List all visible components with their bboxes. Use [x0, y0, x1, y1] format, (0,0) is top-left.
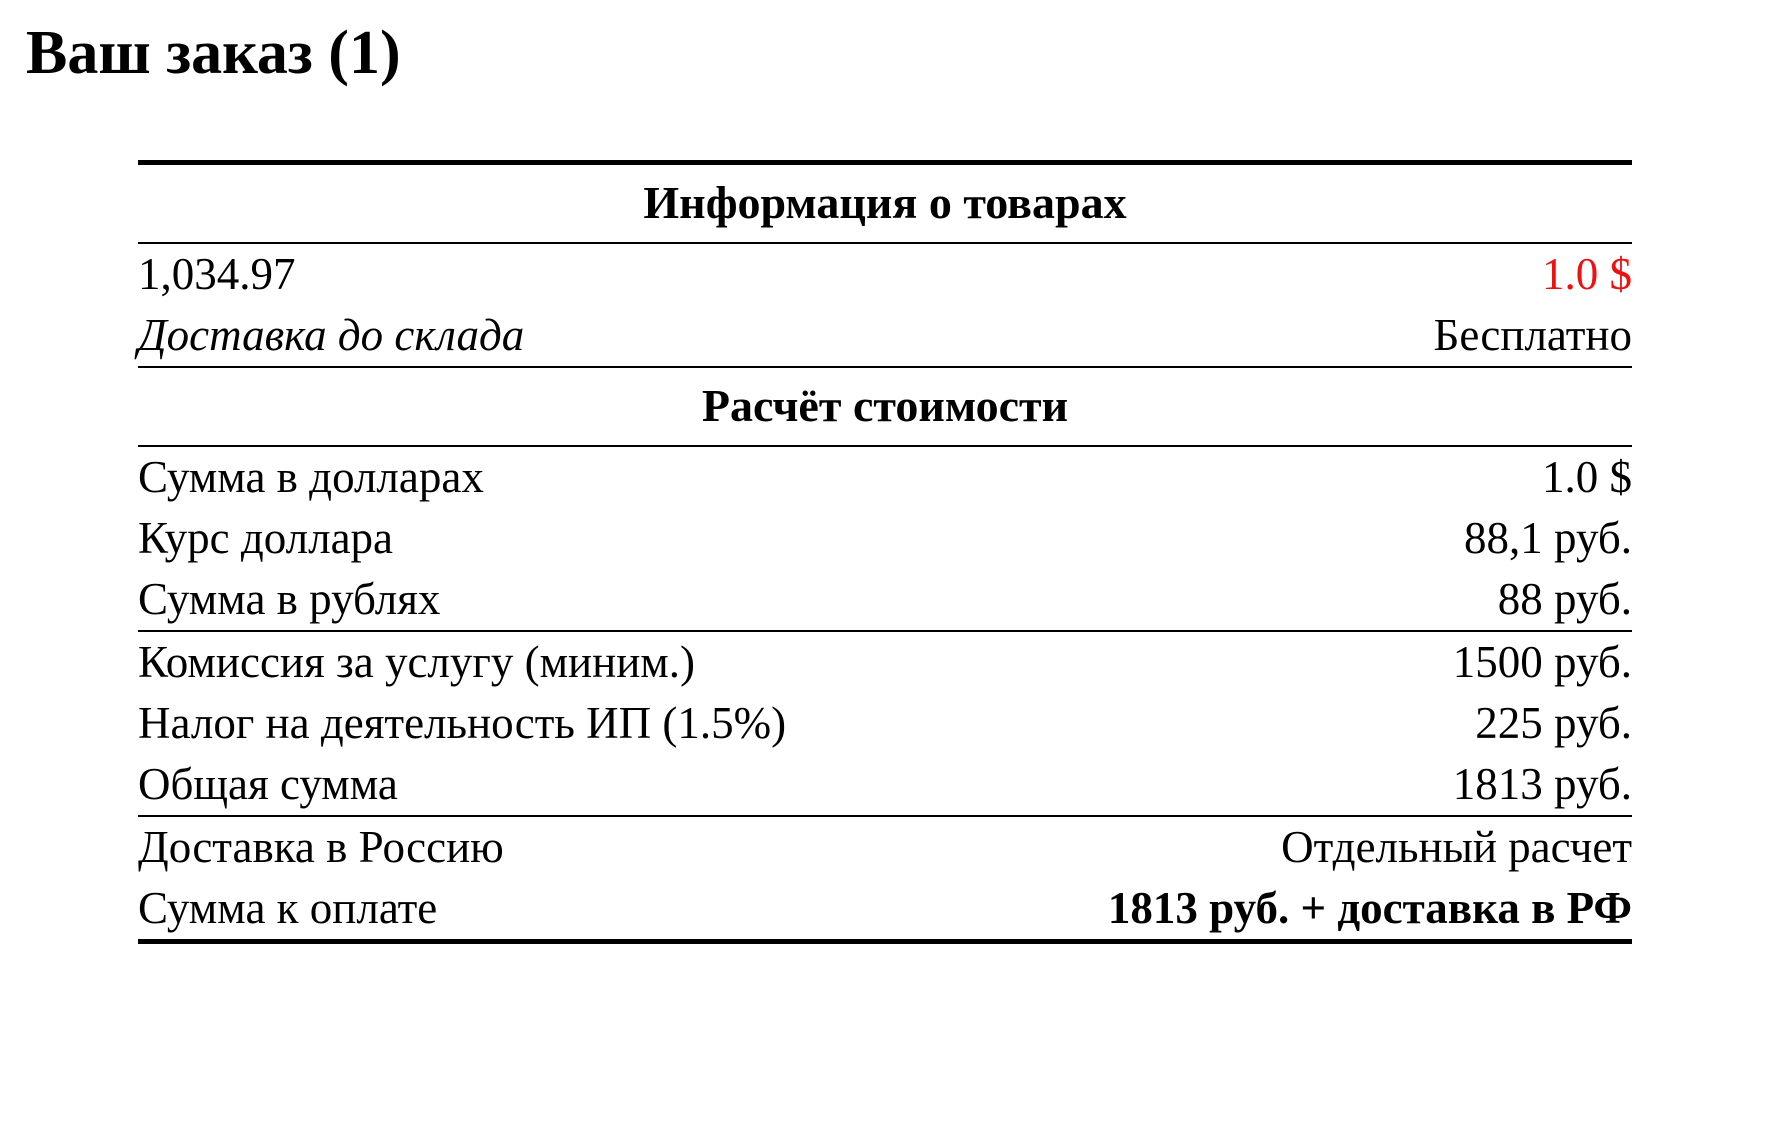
- ip-tax-value: 225 руб.: [1475, 698, 1632, 748]
- total-sum-value: 1813 руб.: [1452, 759, 1632, 809]
- sum-rub-label: Сумма в рублях: [138, 574, 441, 624]
- usd-rate-label: Курс доллара: [138, 513, 394, 563]
- service-commission-label: Комиссия за услугу (миним.): [138, 637, 696, 687]
- table-row: [138, 816, 1632, 878]
- sum-usd-value: 1.0 $: [1542, 452, 1632, 502]
- amount-due-label: Сумма к оплате: [138, 883, 438, 933]
- sum-rub-value: 88 руб.: [1497, 574, 1632, 624]
- table-row: [138, 754, 1632, 816]
- order-summary-table: [138, 160, 1632, 944]
- table-row: [138, 243, 1632, 305]
- total-sum-label: Общая сумма: [138, 759, 398, 809]
- section-header-goods-label: Информация о товарах: [643, 177, 1127, 228]
- russia-delivery-value: Отдельный расчет: [1281, 822, 1632, 872]
- usd-rate-value: 88,1 руб.: [1464, 513, 1632, 563]
- goods-item-price-value: 1.0 $: [1542, 249, 1632, 299]
- section-header-goods: [138, 163, 1632, 244]
- table-row: [138, 693, 1632, 754]
- section-header-calculation-label: Расчёт стоимости: [701, 380, 1069, 431]
- table-row: [138, 878, 1632, 942]
- table-row: [138, 446, 1632, 508]
- ip-tax-label: Налог на деятельность ИП (1.5%): [138, 698, 787, 748]
- table-row: [138, 305, 1632, 367]
- table-bottom-rule: [138, 942, 1632, 945]
- service-commission-value: 1500 руб.: [1452, 637, 1632, 687]
- table-row: [138, 508, 1632, 569]
- warehouse-delivery-label: Доставка до склада: [138, 310, 525, 360]
- goods-item-price-label: 1,034.97: [138, 249, 296, 299]
- table-row: [138, 631, 1632, 693]
- amount-due-value: 1813 руб. + доставка в РФ: [1107, 883, 1632, 933]
- section-header-calculation: [138, 367, 1632, 446]
- page-title: Ваш заказ (1): [26, 19, 401, 87]
- warehouse-delivery-value: Бесплатно: [1433, 310, 1632, 360]
- russia-delivery-label: Доставка в Россию: [138, 822, 504, 872]
- table-row: [138, 569, 1632, 631]
- sum-usd-label: Сумма в долларах: [138, 452, 484, 502]
